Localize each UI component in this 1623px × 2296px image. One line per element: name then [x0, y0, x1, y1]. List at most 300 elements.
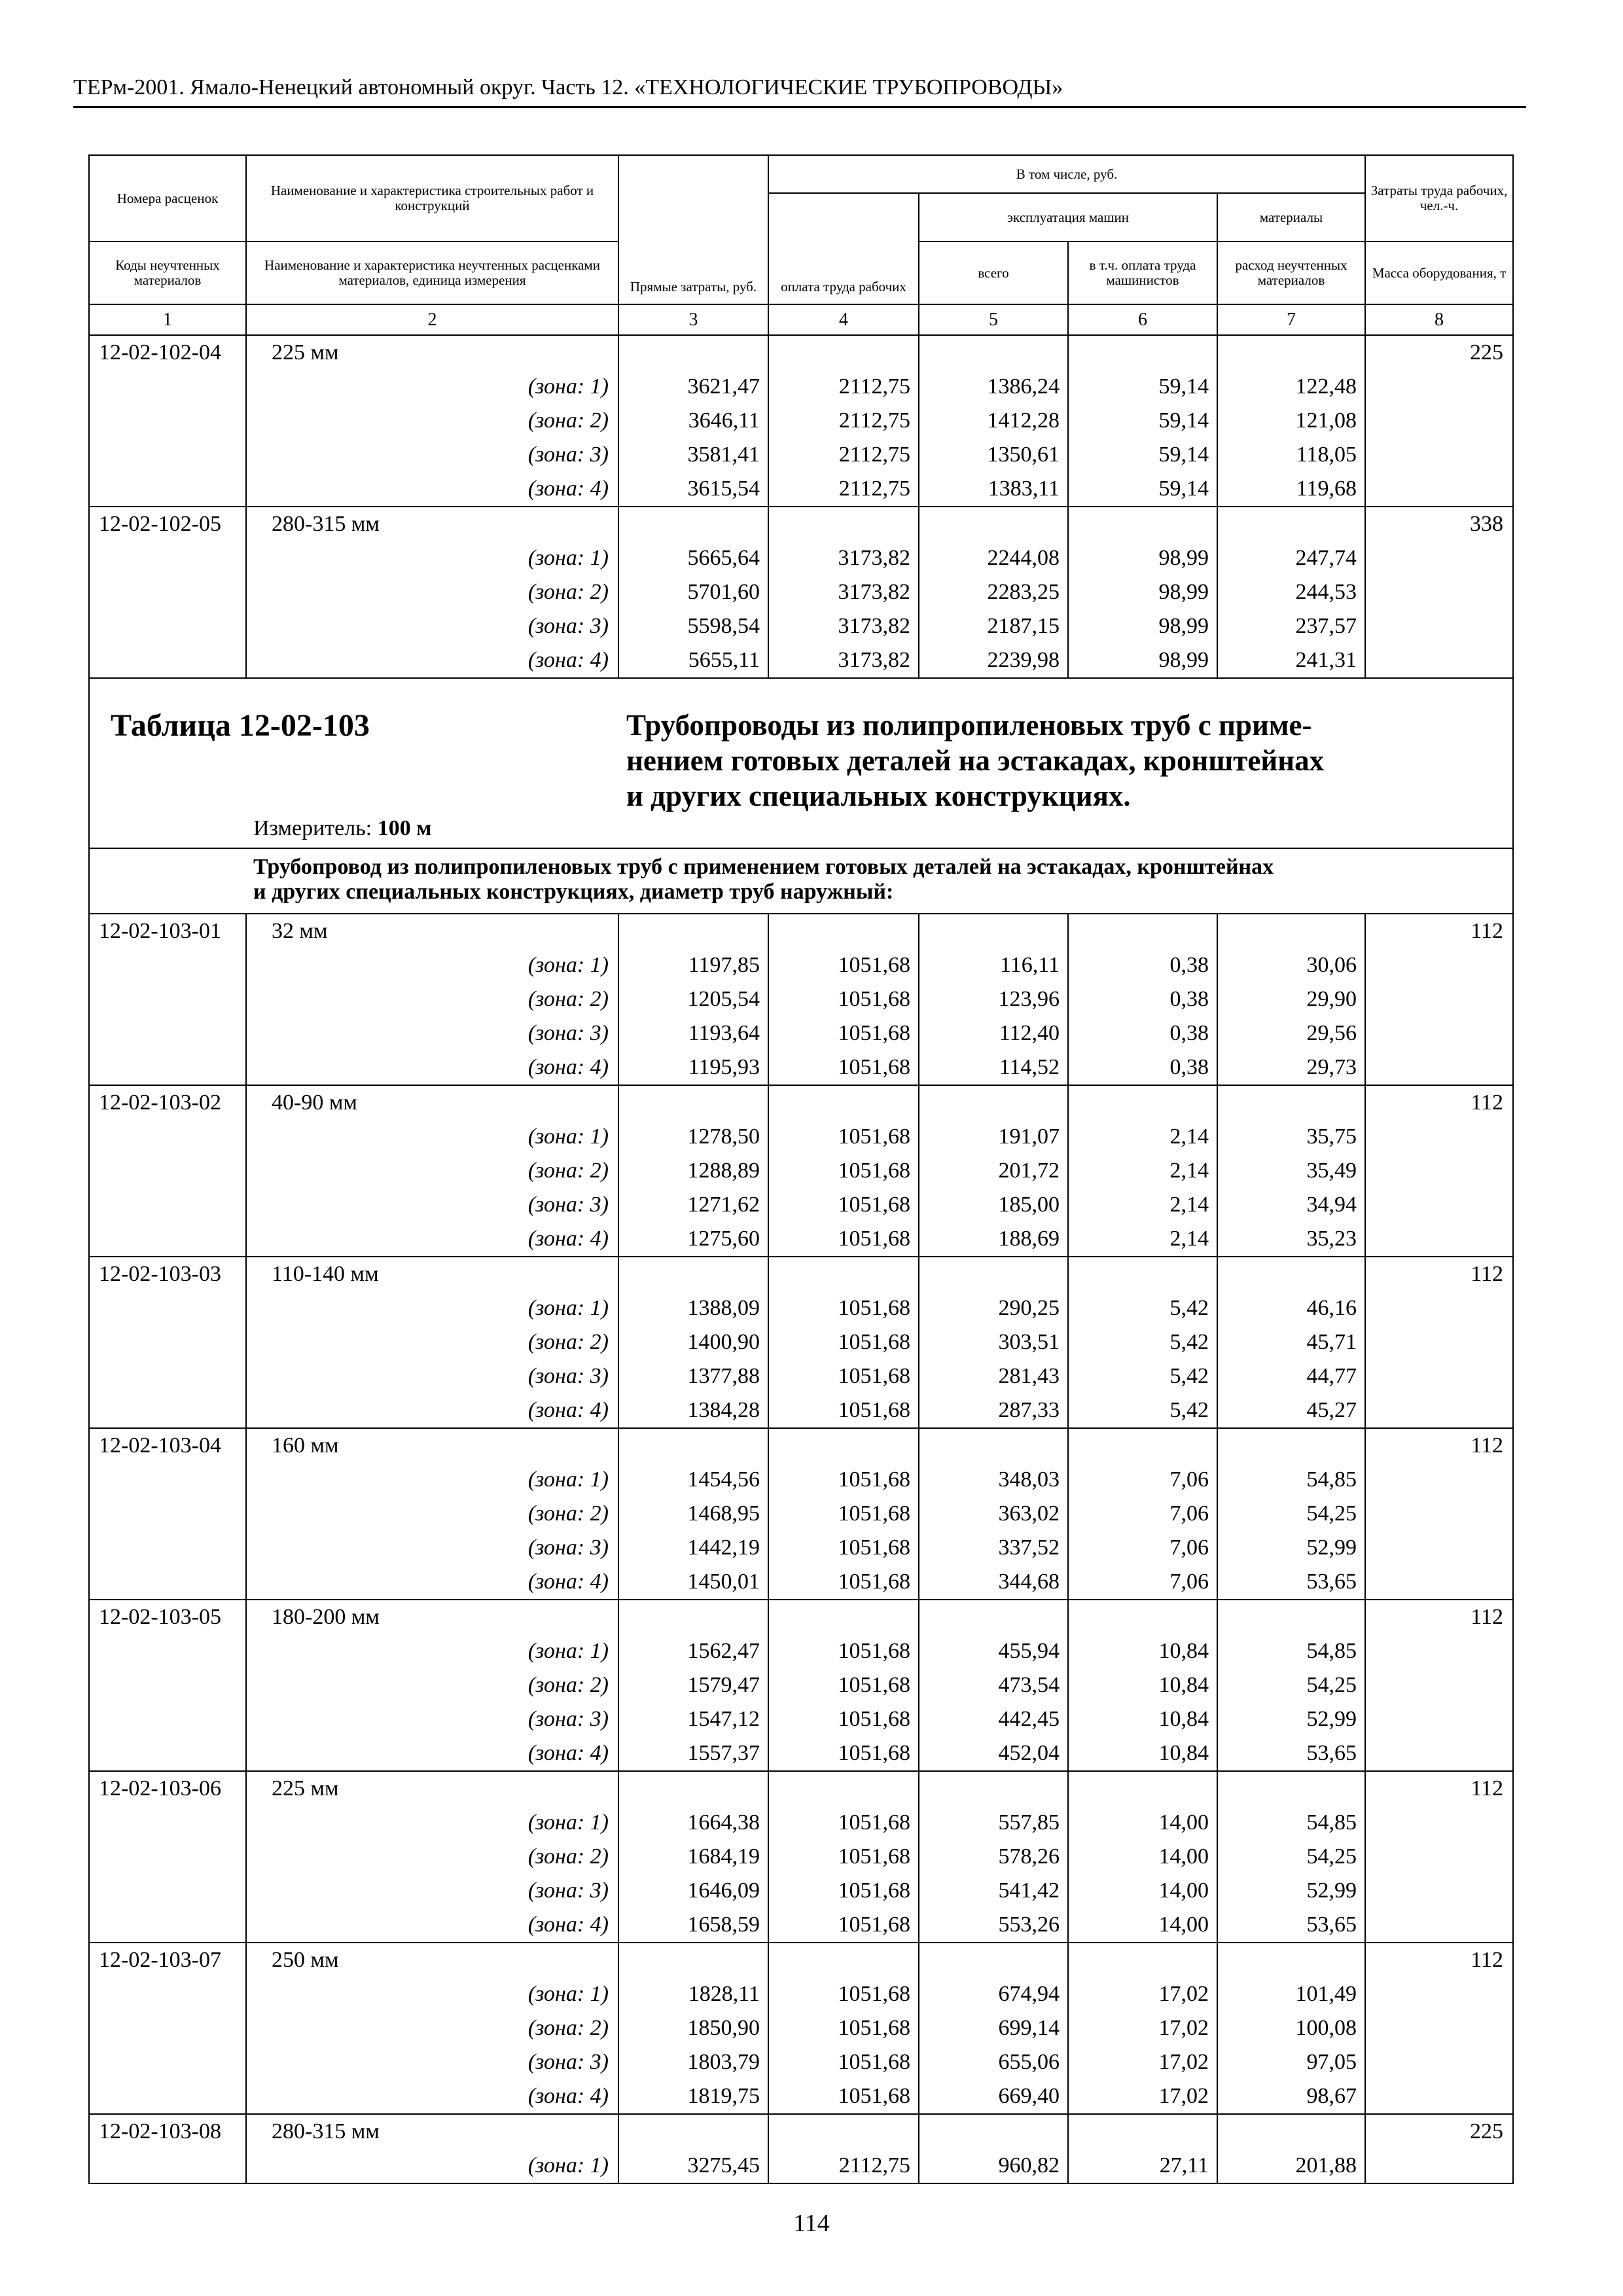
empty-cell — [618, 1943, 768, 1977]
operator-pay-value: 14,00 — [1068, 1874, 1217, 1908]
rates-after — [89, 914, 1513, 2183]
column-number: 2 — [246, 304, 618, 335]
zone-row — [89, 982, 1513, 1016]
empty-cell — [1365, 575, 1513, 609]
empty-cell — [89, 1120, 246, 1154]
zone-row — [89, 1154, 1513, 1188]
empty-cell — [89, 643, 246, 678]
column-number: 6 — [1068, 304, 1217, 335]
materials-value: 247,74 — [1217, 541, 1365, 575]
direct-costs-value: 1197,85 — [618, 948, 768, 982]
materials-value: 29,73 — [1217, 1050, 1365, 1085]
empty-cell — [89, 2079, 246, 2114]
machines-total-value: 348,03 — [919, 1463, 1068, 1497]
work-name: 180-200 мм — [246, 1600, 618, 1634]
zone-row — [89, 1188, 1513, 1222]
materials-value: 54,25 — [1217, 1668, 1365, 1702]
machines-total-value: 2283,25 — [919, 575, 1068, 609]
zone-row — [89, 1050, 1513, 1085]
materials-value: 237,57 — [1217, 609, 1365, 643]
direct-costs-value: 1377,88 — [618, 1359, 768, 1393]
zone-row — [89, 1463, 1513, 1497]
materials-value: 35,49 — [1217, 1154, 1365, 1188]
zone-row — [89, 2011, 1513, 2045]
labor-costs: 225 — [1365, 2114, 1513, 2149]
operator-pay-value: 5,42 — [1068, 1393, 1217, 1428]
empty-cell — [1365, 1702, 1513, 1736]
rate-row — [89, 1771, 1513, 1806]
empty-cell — [1365, 370, 1513, 404]
column-number: 7 — [1217, 304, 1365, 335]
labor-costs: 112 — [1365, 914, 1513, 948]
labor-costs: 112 — [1365, 1600, 1513, 1634]
empty-cell — [89, 1702, 246, 1736]
empty-cell — [1217, 2114, 1365, 2149]
zone-label: (зона: 4) — [246, 643, 618, 678]
zone-label: (зона: 4) — [246, 1050, 618, 1085]
empty-cell — [768, 1085, 919, 1120]
machines-total-value: 1412,28 — [919, 404, 1068, 438]
direct-costs-value: 1646,09 — [618, 1874, 768, 1908]
zone-label: (зона: 2) — [246, 2011, 618, 2045]
operator-pay-value: 0,38 — [1068, 1016, 1217, 1050]
work-name: 110-140 мм — [246, 1257, 618, 1291]
operator-pay-value: 17,02 — [1068, 2045, 1217, 2079]
empty-cell — [1365, 1634, 1513, 1668]
zone-label: (зона: 4) — [246, 472, 618, 507]
rate-row — [89, 1085, 1513, 1120]
operator-pay-value: 7,06 — [1068, 1463, 1217, 1497]
labor-costs: 112 — [1365, 1771, 1513, 1806]
worker-pay-value: 3173,82 — [768, 575, 919, 609]
empty-cell — [919, 335, 1068, 370]
empty-cell — [89, 1291, 246, 1325]
worker-pay-value: 2112,75 — [768, 472, 919, 507]
table-label: Таблица 12-02-103 — [111, 708, 370, 743]
rates-before — [89, 335, 1513, 678]
direct-costs-value: 3581,41 — [618, 438, 768, 472]
operator-pay-value: 2,14 — [1068, 1154, 1217, 1188]
zone-row — [89, 643, 1513, 678]
rate-code: 12-02-103-05 — [89, 1600, 246, 1634]
empty-cell — [1217, 1257, 1365, 1291]
zone-label: (зона: 1) — [246, 948, 618, 982]
worker-pay-value: 2112,75 — [768, 2149, 919, 2183]
labor-costs: 112 — [1365, 1085, 1513, 1120]
zone-row — [89, 1736, 1513, 1771]
direct-costs-value: 1288,89 — [618, 1154, 768, 1188]
operator-pay-value: 7,06 — [1068, 1531, 1217, 1565]
worker-pay-value: 1051,68 — [768, 2079, 919, 2114]
empty-cell — [89, 1154, 246, 1188]
empty-cell — [89, 1806, 246, 1840]
empty-cell — [618, 1257, 768, 1291]
empty-cell — [1365, 1806, 1513, 1840]
empty-cell — [1365, 1291, 1513, 1325]
direct-costs-value: 1557,37 — [618, 1736, 768, 1771]
empty-cell — [89, 1840, 246, 1874]
materials-value: 52,99 — [1217, 1874, 1365, 1908]
empty-cell — [89, 1531, 246, 1565]
rate-row — [89, 507, 1513, 541]
empty-cell — [89, 1359, 246, 1393]
materials-value: 53,65 — [1217, 1736, 1365, 1771]
worker-pay-value: 1051,68 — [768, 1565, 919, 1600]
empty-cell — [89, 1908, 246, 1943]
empty-cell — [89, 1222, 246, 1257]
zone-row — [89, 1702, 1513, 1736]
machines-total-value: 290,25 — [919, 1291, 1068, 1325]
rate-code: 12-02-103-08 — [89, 2114, 246, 2149]
zone-label: (зона: 2) — [246, 982, 618, 1016]
rate-code: 12-02-102-05 — [89, 507, 246, 541]
worker-pay-value: 1051,68 — [768, 1977, 919, 2011]
direct-costs-value: 1547,12 — [618, 1702, 768, 1736]
zone-row — [89, 609, 1513, 643]
empty-cell — [919, 1943, 1068, 1977]
machines-total-value: 553,26 — [919, 1908, 1068, 1943]
zone-label: (зона: 2) — [246, 575, 618, 609]
zone-label: (зона: 4) — [246, 1565, 618, 1600]
empty-cell — [1365, 1325, 1513, 1359]
empty-cell — [1068, 1943, 1217, 1977]
labor-costs: 112 — [1365, 1943, 1513, 1977]
work-name: 280-315 мм — [246, 507, 618, 541]
machines-total-value: 303,51 — [919, 1325, 1068, 1359]
machines-total-value: 442,45 — [919, 1702, 1068, 1736]
zone-label: (зона: 2) — [246, 1497, 618, 1531]
operator-pay-value: 2,14 — [1068, 1120, 1217, 1154]
work-name: 280-315 мм — [246, 2114, 618, 2149]
machines-total-value: 287,33 — [919, 1393, 1068, 1428]
zone-row — [89, 1291, 1513, 1325]
empty-cell — [89, 1874, 246, 1908]
materials-value: 201,88 — [1217, 2149, 1365, 2183]
materials-value: 45,27 — [1217, 1393, 1365, 1428]
rate-row — [89, 1428, 1513, 1463]
operator-pay-value: 7,06 — [1068, 1497, 1217, 1531]
machines-total-value: 185,00 — [919, 1188, 1068, 1222]
labor-costs: 338 — [1365, 507, 1513, 541]
empty-cell — [1365, 2045, 1513, 2079]
table-title: Трубопроводы из полипропиленовых труб с приме- нением готовых деталей на эстакадах, кронштейнах и других специальных конструкциях. — [626, 709, 1325, 812]
empty-cell — [1365, 1977, 1513, 2011]
operator-pay-value: 98,99 — [1068, 541, 1217, 575]
rate-code: 12-02-103-04 — [89, 1428, 246, 1463]
header-rate-numbers: Номера расценок — [89, 155, 246, 242]
machines-total-value: 578,26 — [919, 1840, 1068, 1874]
empty-cell — [89, 575, 246, 609]
direct-costs-value: 1850,90 — [618, 2011, 768, 2045]
zone-row — [89, 1634, 1513, 1668]
operator-pay-value: 0,38 — [1068, 948, 1217, 982]
empty-cell — [89, 1497, 246, 1531]
zone-label: (зона: 2) — [246, 1668, 618, 1702]
work-name: 225 мм — [246, 1771, 618, 1806]
worker-pay-value: 1051,68 — [768, 1120, 919, 1154]
rate-row — [89, 335, 1513, 370]
zone-row — [89, 1325, 1513, 1359]
direct-costs-value: 1278,50 — [618, 1120, 768, 1154]
rate-code: 12-02-103-07 — [89, 1943, 246, 1977]
zone-label: (зона: 2) — [246, 1325, 618, 1359]
rate-row — [89, 1943, 1513, 1977]
running-head: ТЕРм-2001. Ямало-Ненецкий автономный округ. Часть 12. «ТЕХНОЛОГИЧЕСКИЕ ТРУБОПРОВОДЫ» — [73, 73, 1526, 108]
empty-cell — [1217, 1428, 1365, 1463]
materials-value: 45,71 — [1217, 1325, 1365, 1359]
zone-row — [89, 1565, 1513, 1600]
price-table — [88, 154, 1514, 2184]
materials-value: 30,06 — [1217, 948, 1365, 982]
header-direct-costs: Прямые затраты, руб. — [618, 155, 768, 304]
empty-cell — [1068, 1428, 1217, 1463]
operator-pay-value: 17,02 — [1068, 1977, 1217, 2011]
empty-cell — [1365, 1531, 1513, 1565]
materials-value: 101,49 — [1217, 1977, 1365, 2011]
empty-cell — [89, 1016, 246, 1050]
machines-total-value: 281,43 — [919, 1359, 1068, 1393]
empty-cell — [1365, 438, 1513, 472]
machines-total-value: 363,02 — [919, 1497, 1068, 1531]
zone-label: (зона: 4) — [246, 1736, 618, 1771]
machines-total-value: 1383,11 — [919, 472, 1068, 507]
zone-row — [89, 1016, 1513, 1050]
empty-cell — [1365, 1359, 1513, 1393]
machines-total-value: 201,72 — [919, 1154, 1068, 1188]
worker-pay-value: 1051,68 — [768, 1806, 919, 1840]
table-intro — [89, 678, 1513, 914]
empty-cell — [1068, 1085, 1217, 1120]
direct-costs-value: 1193,64 — [618, 1016, 768, 1050]
rate-code: 12-02-103-06 — [89, 1771, 246, 1806]
labor-costs: 112 — [1365, 1257, 1513, 1291]
worker-pay-value: 1051,68 — [768, 1668, 919, 1702]
empty-cell — [1365, 472, 1513, 507]
empty-cell — [1068, 1600, 1217, 1634]
work-name: 160 мм — [246, 1428, 618, 1463]
operator-pay-value: 59,14 — [1068, 370, 1217, 404]
machines-total-value: 2239,98 — [919, 643, 1068, 678]
empty-cell — [768, 914, 919, 948]
empty-cell — [618, 1771, 768, 1806]
worker-pay-value: 1051,68 — [768, 1359, 919, 1393]
empty-cell — [1365, 2079, 1513, 2114]
empty-cell — [89, 1736, 246, 1771]
section-heading: Трубопровод из полипропиленовых труб с применением готовых деталей на эстакадах, кронштейнах и других специальных конструкциях, диаметр труб наружный: — [89, 848, 1513, 914]
header-in-total: В том числе, руб. — [768, 155, 1365, 193]
materials-value: 119,68 — [1217, 472, 1365, 507]
direct-costs-value: 5598,54 — [618, 609, 768, 643]
empty-cell — [919, 1257, 1068, 1291]
empty-cell — [89, 1393, 246, 1428]
worker-pay-value: 1051,68 — [768, 1874, 919, 1908]
direct-costs-value: 1450,01 — [618, 1565, 768, 1600]
direct-costs-value: 5665,64 — [618, 541, 768, 575]
header-material-consumption: расход неучтенных материалов — [1217, 242, 1365, 304]
materials-value: 118,05 — [1217, 438, 1365, 472]
direct-costs-value: 3621,47 — [618, 370, 768, 404]
measure-value: 100 м — [377, 816, 432, 840]
materials-value: 54,85 — [1217, 1634, 1365, 1668]
materials-value: 122,48 — [1217, 370, 1365, 404]
operator-pay-value: 10,84 — [1068, 1702, 1217, 1736]
zone-label: (зона: 3) — [246, 1702, 618, 1736]
worker-pay-value: 1051,68 — [768, 948, 919, 982]
empty-cell — [919, 1771, 1068, 1806]
empty-cell — [1365, 1222, 1513, 1257]
direct-costs-value: 1658,59 — [618, 1908, 768, 1943]
materials-value: 29,90 — [1217, 982, 1365, 1016]
empty-cell — [89, 982, 246, 1016]
machines-total-value: 655,06 — [919, 2045, 1068, 2079]
zone-row — [89, 472, 1513, 507]
materials-value: 35,75 — [1217, 1120, 1365, 1154]
empty-cell — [618, 914, 768, 948]
empty-cell — [89, 404, 246, 438]
empty-cell — [1365, 1565, 1513, 1600]
empty-cell — [618, 507, 768, 541]
zone-row — [89, 1840, 1513, 1874]
empty-cell — [919, 1085, 1068, 1120]
direct-costs-value: 1828,11 — [618, 1977, 768, 2011]
empty-cell — [1365, 1874, 1513, 1908]
zone-label: (зона: 1) — [246, 370, 618, 404]
header-worker-pay: оплата труда рабочих — [768, 193, 919, 304]
zone-row — [89, 1393, 1513, 1428]
machines-total-value: 2187,15 — [919, 609, 1068, 643]
operator-pay-value: 17,02 — [1068, 2079, 1217, 2114]
zone-label: (зона: 1) — [246, 1463, 618, 1497]
operator-pay-value: 59,14 — [1068, 404, 1217, 438]
zone-row — [89, 1120, 1513, 1154]
machines-total-value: 116,11 — [919, 948, 1068, 982]
worker-pay-value: 1051,68 — [768, 1291, 919, 1325]
header-equipment-mass: Масса оборудования, т — [1365, 242, 1513, 304]
empty-cell — [1365, 609, 1513, 643]
operator-pay-value: 59,14 — [1068, 438, 1217, 472]
zone-label: (зона: 2) — [246, 1840, 618, 1874]
empty-cell — [1068, 914, 1217, 948]
materials-value: 121,08 — [1217, 404, 1365, 438]
header-material-names: Наименование и характеристика неучтенных расценками материалов, единица измерения — [246, 242, 618, 304]
empty-cell — [1365, 982, 1513, 1016]
materials-value: 35,23 — [1217, 1222, 1365, 1257]
header-work-name: Наименование и характеристика строительных работ и конструкций — [246, 155, 618, 242]
zone-label: (зона: 1) — [246, 1977, 618, 2011]
operator-pay-value: 98,99 — [1068, 609, 1217, 643]
worker-pay-value: 1051,68 — [768, 1840, 919, 1874]
machines-total-value: 123,96 — [919, 982, 1068, 1016]
worker-pay-value: 1051,68 — [768, 1154, 919, 1188]
zone-label: (зона: 3) — [246, 1874, 618, 1908]
empty-cell — [919, 914, 1068, 948]
machines-total-value: 455,94 — [919, 1634, 1068, 1668]
empty-cell — [618, 1428, 768, 1463]
empty-cell — [1068, 1771, 1217, 1806]
machines-total-value: 473,54 — [919, 1668, 1068, 1702]
worker-pay-value: 1051,68 — [768, 1497, 919, 1531]
machines-total-value: 188,69 — [919, 1222, 1068, 1257]
zone-label: (зона: 4) — [246, 1393, 618, 1428]
column-number: 3 — [618, 304, 768, 335]
operator-pay-value: 7,06 — [1068, 1565, 1217, 1600]
zone-row — [89, 438, 1513, 472]
empty-cell — [89, 1977, 246, 2011]
operator-pay-value: 17,02 — [1068, 2011, 1217, 2045]
empty-cell — [1217, 1771, 1365, 1806]
rate-code: 12-02-103-03 — [89, 1257, 246, 1291]
rate-code: 12-02-103-01 — [89, 914, 246, 948]
operator-pay-value: 5,42 — [1068, 1325, 1217, 1359]
materials-value: 52,99 — [1217, 1702, 1365, 1736]
operator-pay-value: 10,84 — [1068, 1668, 1217, 1702]
empty-cell — [1365, 643, 1513, 678]
rate-code: 12-02-102-04 — [89, 335, 246, 370]
labor-costs: 112 — [1365, 1428, 1513, 1463]
empty-cell — [89, 438, 246, 472]
rate-row — [89, 1257, 1513, 1291]
materials-value: 54,85 — [1217, 1806, 1365, 1840]
operator-pay-value: 0,38 — [1068, 1050, 1217, 1085]
empty-cell — [1365, 1154, 1513, 1188]
worker-pay-value: 1051,68 — [768, 1222, 919, 1257]
empty-cell — [89, 1668, 246, 1702]
zone-row — [89, 2079, 1513, 2114]
direct-costs-value: 3615,54 — [618, 472, 768, 507]
empty-cell — [768, 1428, 919, 1463]
empty-cell — [89, 1634, 246, 1668]
empty-cell — [618, 1600, 768, 1634]
rate-code: 12-02-103-02 — [89, 1085, 246, 1120]
empty-cell — [1217, 914, 1365, 948]
empty-cell — [919, 1428, 1068, 1463]
column-number: 8 — [1365, 304, 1513, 335]
zone-row — [89, 1531, 1513, 1565]
worker-pay-value: 1051,68 — [768, 1050, 919, 1085]
direct-costs-value: 1468,95 — [618, 1497, 768, 1531]
zone-label: (зона: 1) — [246, 1634, 618, 1668]
zone-label: (зона: 3) — [246, 1016, 618, 1050]
empty-cell — [768, 335, 919, 370]
table-caption-block — [89, 678, 1513, 848]
machines-total-value: 344,68 — [919, 1565, 1068, 1600]
materials-value: 44,77 — [1217, 1359, 1365, 1393]
rate-row — [89, 2114, 1513, 2149]
empty-cell — [919, 1600, 1068, 1634]
operator-pay-value: 10,84 — [1068, 1634, 1217, 1668]
header-labor-costs: Затраты труда рабочих, чел.-ч. — [1365, 155, 1513, 242]
operator-pay-value: 0,38 — [1068, 982, 1217, 1016]
empty-cell — [1365, 1840, 1513, 1874]
direct-costs-value: 1803,79 — [618, 2045, 768, 2079]
worker-pay-value: 2112,75 — [768, 404, 919, 438]
zone-label: (зона: 2) — [246, 1154, 618, 1188]
empty-cell — [89, 541, 246, 575]
header-machines: эксплуатация машин — [919, 193, 1217, 242]
empty-cell — [1068, 1257, 1217, 1291]
empty-cell — [1365, 404, 1513, 438]
zone-row — [89, 948, 1513, 982]
machines-total-value: 541,42 — [919, 1874, 1068, 1908]
zone-label: (зона: 1) — [246, 1806, 618, 1840]
direct-costs-value: 1579,47 — [618, 1668, 768, 1702]
machines-total-value: 1386,24 — [919, 370, 1068, 404]
work-name: 32 мм — [246, 914, 618, 948]
machines-total-value: 337,52 — [919, 1531, 1068, 1565]
worker-pay-value: 2112,75 — [768, 370, 919, 404]
empty-cell — [618, 335, 768, 370]
rate-row — [89, 914, 1513, 948]
